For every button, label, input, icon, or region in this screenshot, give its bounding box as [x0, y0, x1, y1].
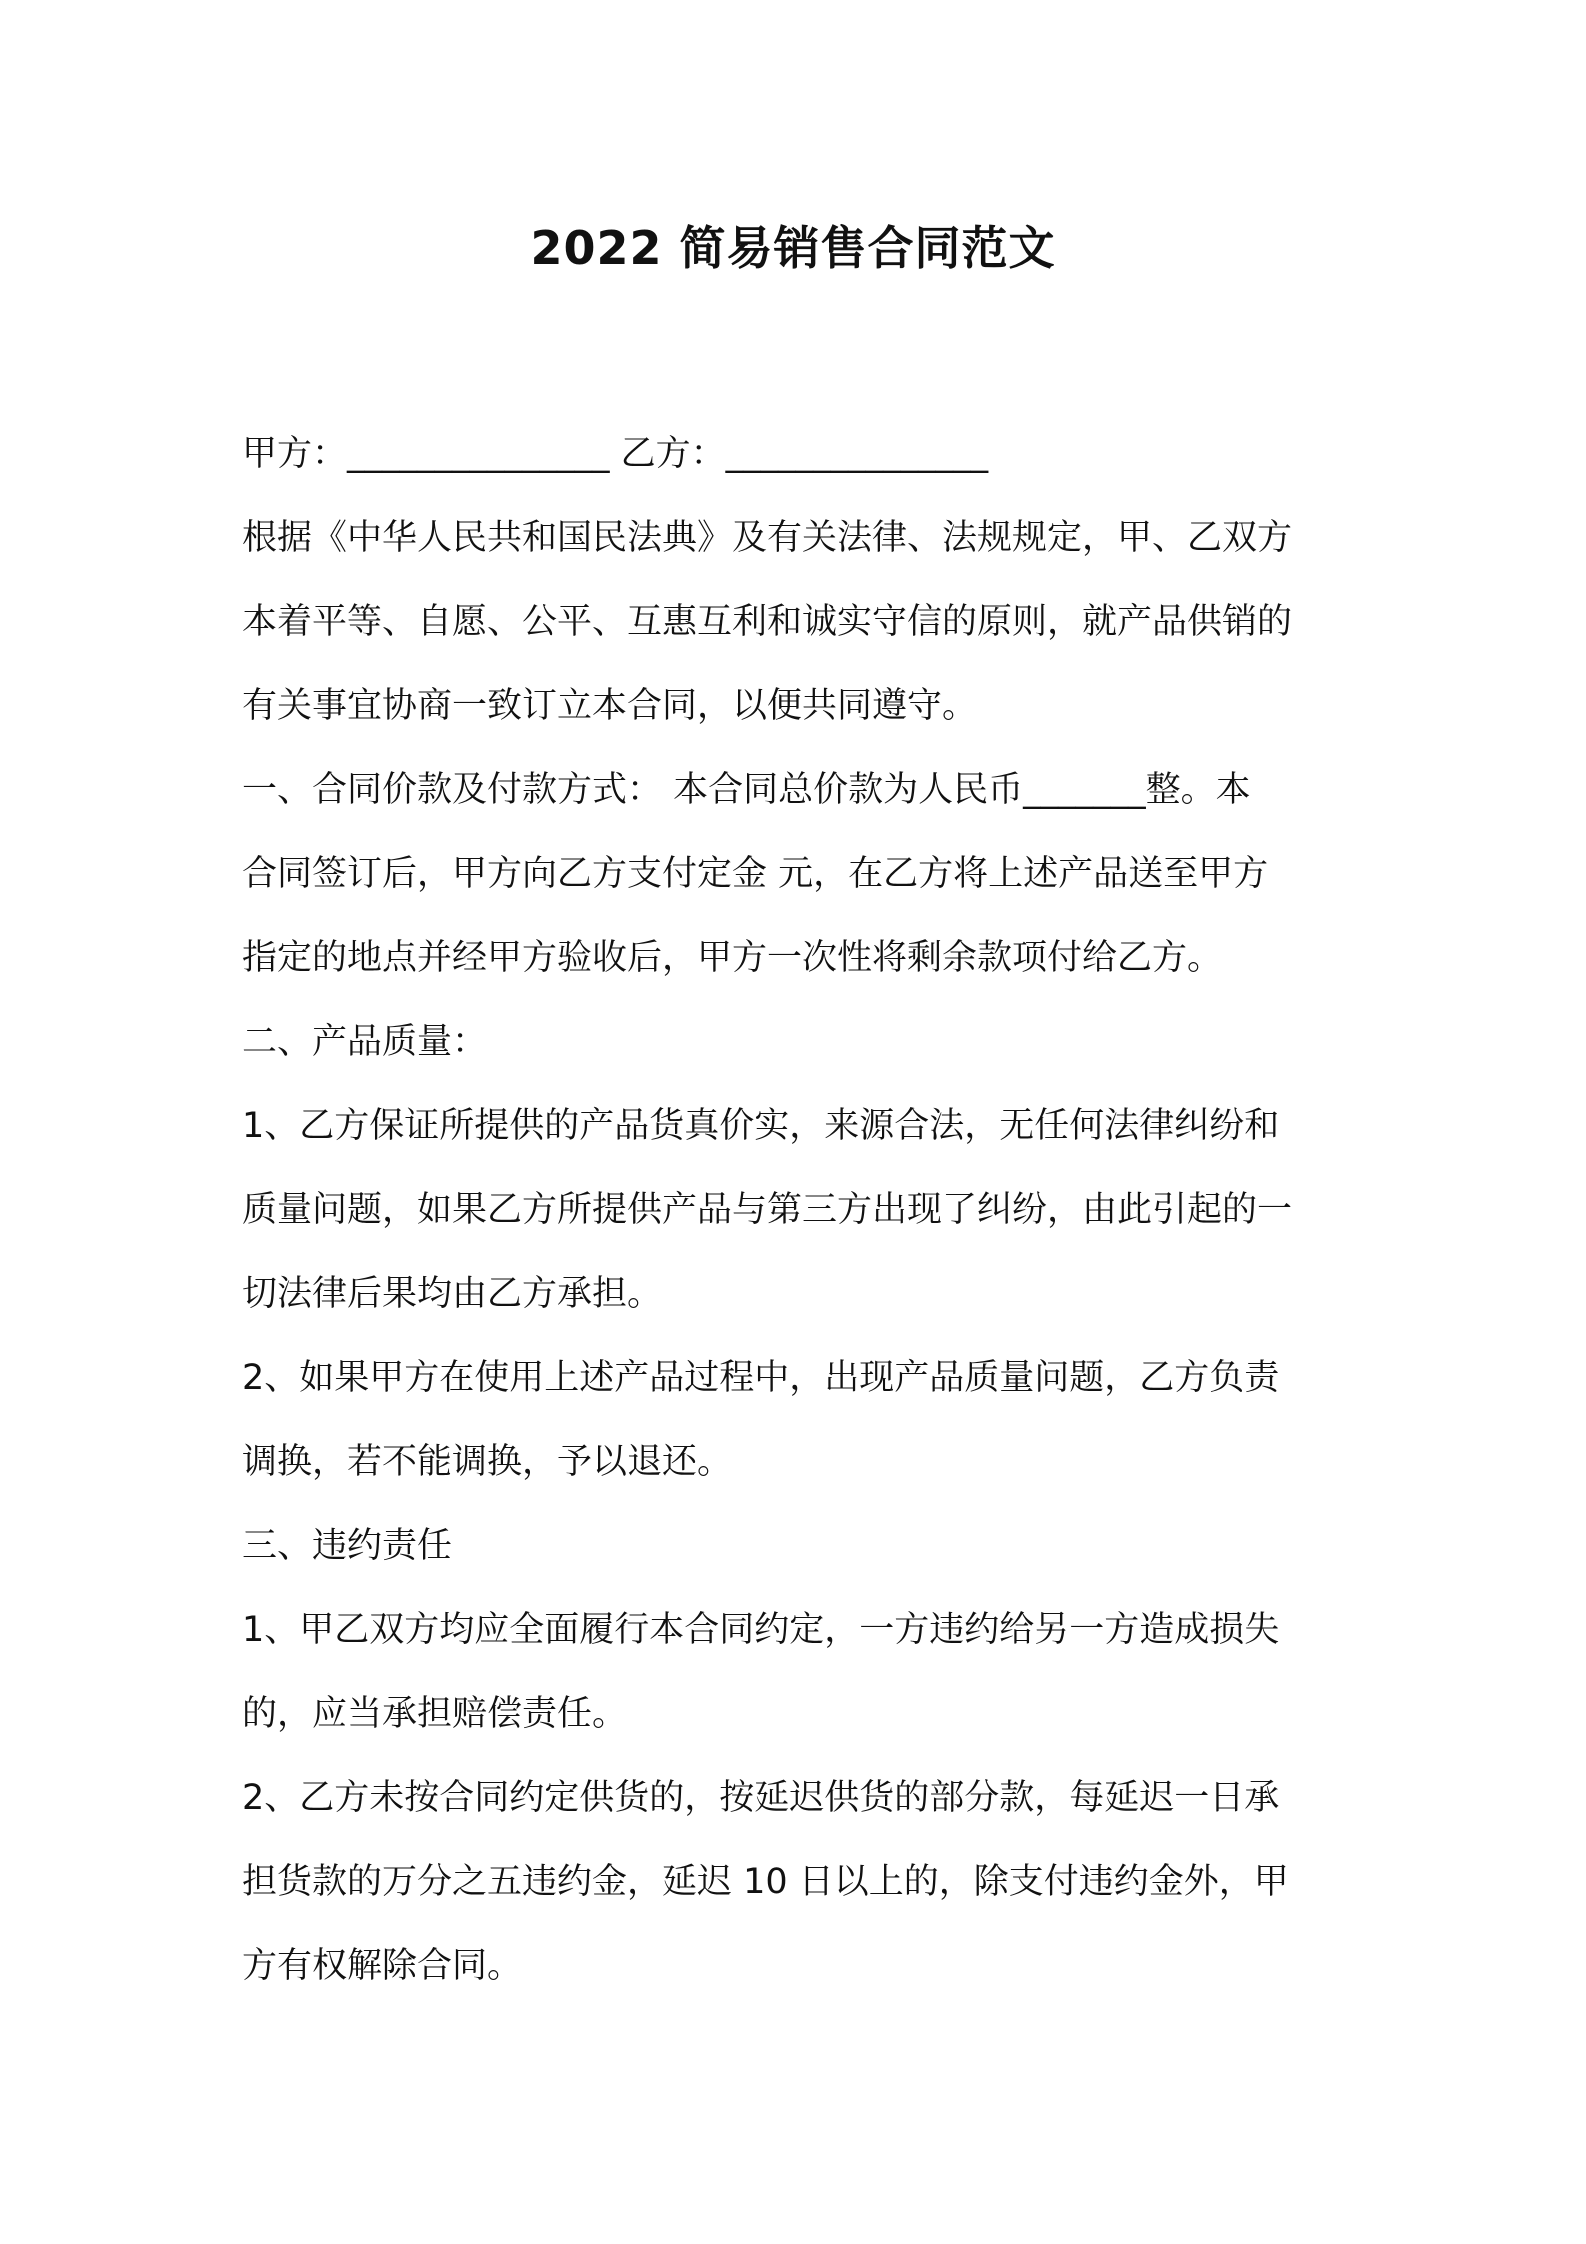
text-line: 切法律后果均由乙方承担。 [242, 1274, 663, 1314]
section-heading-price: 一、合同价款及付款方式： 本合同总价款为人民币_______整。本 [242, 770, 1251, 810]
text-line: 根据《中华人民共和国民法典》及有关法律、法规规定，甲、乙双方 [242, 518, 1293, 558]
text-line: 调换，若不能调换，予以退还。 [242, 1442, 733, 1482]
text-line: 2、如果甲方在使用上述产品过程中，出现产品质量问题，乙方负责 [242, 1358, 1280, 1398]
text-line: 有关事宜协商一致订立本合同，以便共同遵守。 [242, 686, 978, 726]
text-line: 1、甲乙双方均应全面履行本合同约定，一方违约给另一方造成损失 [242, 1610, 1280, 1650]
text-line: 的，应当承担赔偿责任。 [242, 1694, 628, 1734]
text-line: 方有权解除合同。 [242, 1946, 523, 1986]
text-line: 质量问题，如果乙方所提供产品与第三方出现了纠纷，由此引起的一 [242, 1190, 1293, 1230]
text-line: 1、乙方保证所提供的产品货真价实，来源合法，无任何法律纠纷和 [242, 1106, 1280, 1146]
text-line: 担货款的万分之五违约金，延迟 10 日以上的，除支付违约金外，甲 [242, 1862, 1289, 1902]
section-heading-breach: 三、违约责任 [242, 1526, 453, 1566]
document-title: 2022 简易销售合同范文 [530, 221, 1056, 275]
text-line: 本着平等、自愿、公平、互惠互利和诚实守信的原则，就产品供销的 [242, 602, 1293, 642]
text-line: 合同签订后，甲方向乙方支付定金 元，在乙方将上述产品送至甲方 [242, 854, 1269, 894]
parties-line: 甲方：_______________ 乙方：_______________ [242, 434, 989, 474]
document-body [242, 412, 1367, 2008]
text-line: 指定的地点并经甲方验收后，甲方一次性将剩余款项付给乙方。 [242, 938, 1223, 978]
text-line: 2、乙方未按合同约定供货的，按延迟供货的部分款，每延迟一日承 [242, 1778, 1280, 1818]
section-heading-quality: 二、产品质量： [242, 1022, 488, 1062]
